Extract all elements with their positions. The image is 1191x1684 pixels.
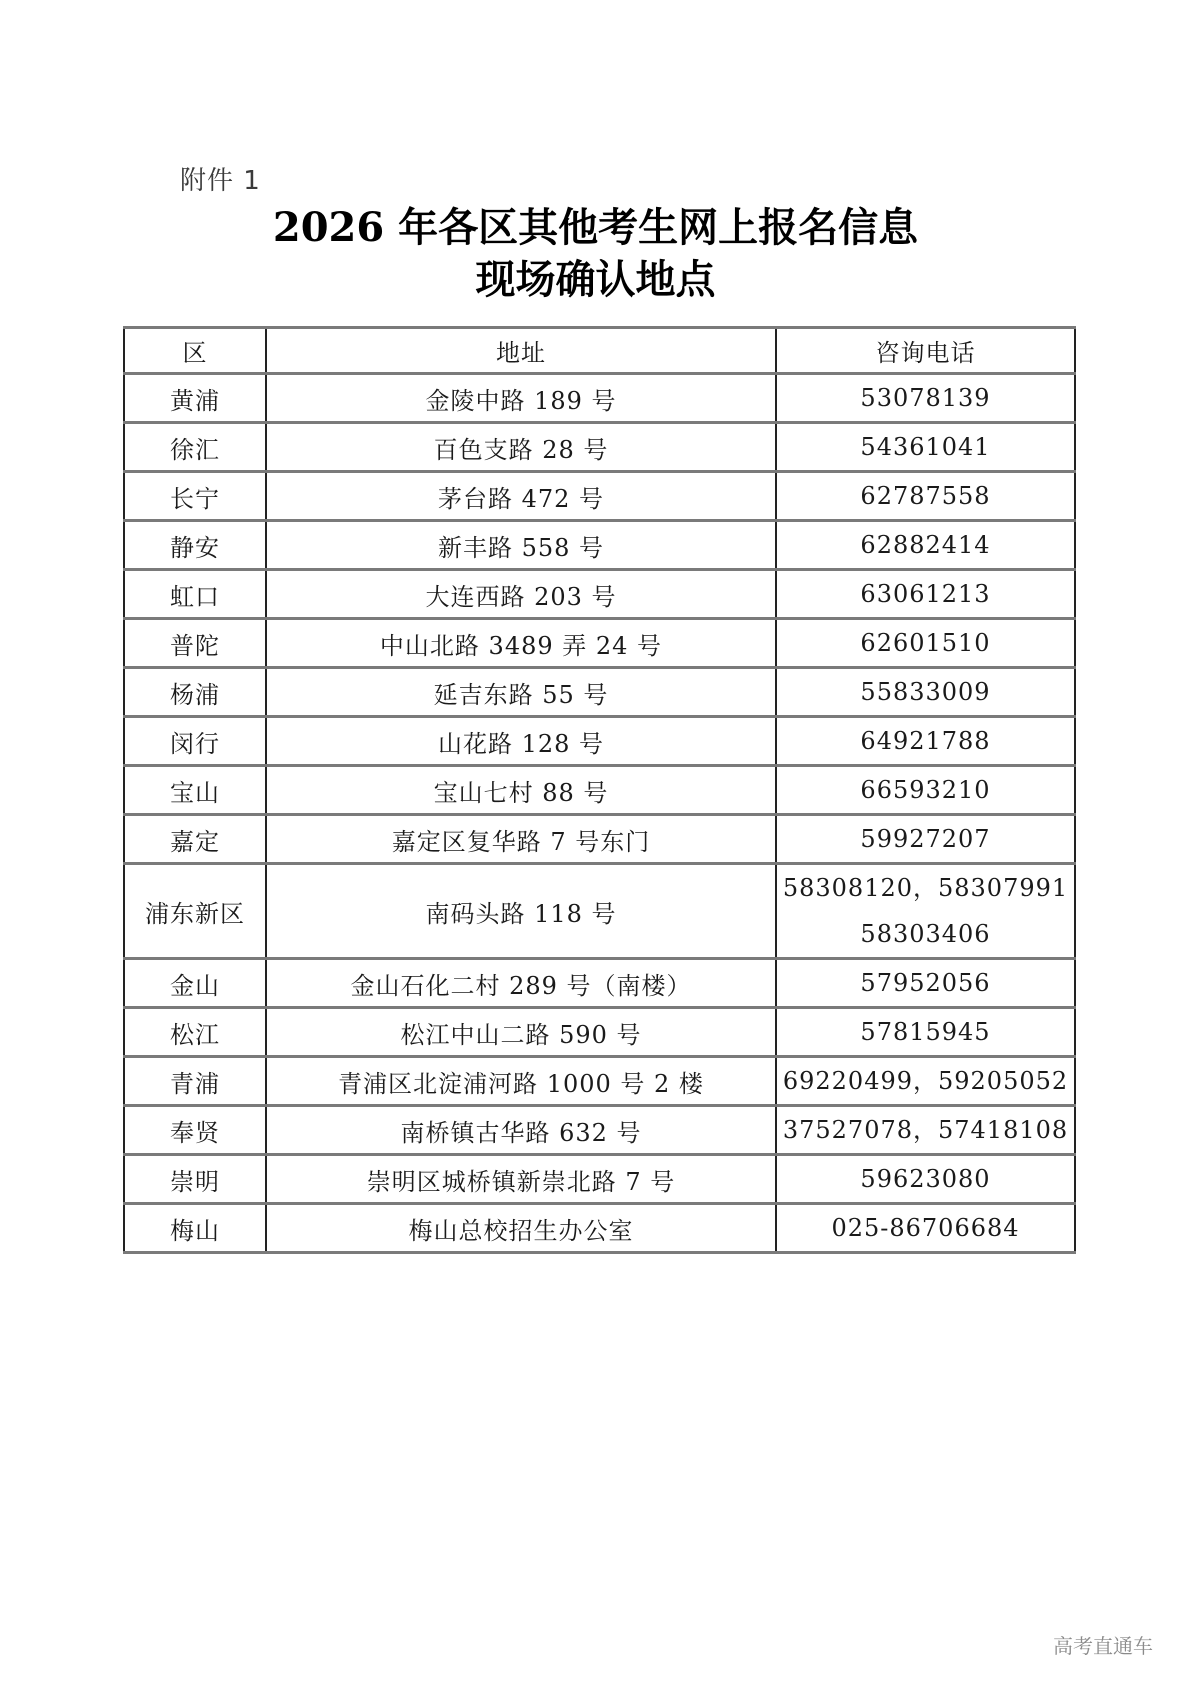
district-cell: 松江 — [124, 1008, 266, 1057]
phone-cell — [776, 1008, 1075, 1057]
phone-number: 66593210 — [860, 776, 991, 804]
phone-number: 58303406 — [860, 920, 991, 948]
district-cell: 浦东新区 — [124, 864, 266, 959]
header-address: 地址 — [266, 328, 776, 374]
phone-cell — [776, 472, 1075, 521]
table-row — [124, 1008, 1075, 1057]
phone-number: 62601510 — [860, 629, 991, 657]
district-cell: 嘉定 — [124, 815, 266, 864]
table-row — [124, 864, 1075, 959]
district-cell: 虹口 — [124, 570, 266, 619]
phone-cell — [776, 959, 1075, 1008]
phone-cell — [776, 1106, 1075, 1155]
table-row — [124, 423, 1075, 472]
phone-cell — [776, 668, 1075, 717]
phone-cell — [776, 766, 1075, 815]
address-cell: 金山石化二村 289 号（南楼） — [266, 959, 776, 1008]
table-row — [124, 959, 1075, 1008]
table-row — [124, 766, 1075, 815]
phone-number: 59927207 — [860, 825, 991, 853]
phone-number: 58308120，58307991 — [782, 874, 1069, 902]
phone-number: 69220499，59205052 — [782, 1067, 1069, 1095]
address-cell: 新丰路 558 号 — [266, 521, 776, 570]
address-cell: 南码头路 118 号 — [266, 864, 776, 959]
table-row — [124, 1155, 1075, 1204]
address-cell: 崇明区城桥镇新崇北路 7 号 — [266, 1155, 776, 1204]
district-cell: 普陀 — [124, 619, 266, 668]
district-cell: 金山 — [124, 959, 266, 1008]
address-cell: 大连西路 203 号 — [266, 570, 776, 619]
phone-number: 55833009 — [860, 678, 991, 706]
table-row — [124, 619, 1075, 668]
phone-cell — [776, 521, 1075, 570]
address-cell: 山花路 128 号 — [266, 717, 776, 766]
district-cell: 梅山 — [124, 1204, 266, 1253]
address-cell: 青浦区北淀浦河路 1000 号 2 楼 — [266, 1057, 776, 1106]
table-row — [124, 374, 1075, 423]
table-row — [124, 668, 1075, 717]
attachment-label: 附件 1 — [180, 166, 261, 196]
address-cell: 梅山总校招生办公室 — [266, 1204, 776, 1253]
table-row — [124, 815, 1075, 864]
watermark: 高考直通车 — [1053, 1634, 1153, 1658]
district-cell: 杨浦 — [124, 668, 266, 717]
address-cell: 松江中山二路 590 号 — [266, 1008, 776, 1057]
phone-cell — [776, 815, 1075, 864]
phone-number: 62787558 — [860, 482, 991, 510]
address-cell: 中山北路 3489 弄 24 号 — [266, 619, 776, 668]
district-cell: 宝山 — [124, 766, 266, 815]
phone-number: 025-86706684 — [831, 1214, 1020, 1242]
phone-number: 54361041 — [860, 433, 991, 461]
district-cell: 奉贤 — [124, 1106, 266, 1155]
phone-cell — [776, 423, 1075, 472]
address-cell: 茅台路 472 号 — [266, 472, 776, 521]
document-title-line-1: 2026 年各区其他考生网上报名信息 — [272, 204, 919, 251]
address-cell: 宝山七村 88 号 — [266, 766, 776, 815]
phone-cell — [776, 717, 1075, 766]
district-cell: 长宁 — [124, 472, 266, 521]
district-cell: 徐汇 — [124, 423, 266, 472]
table-header-row — [124, 328, 1075, 374]
header-phone: 咨询电话 — [776, 328, 1075, 374]
district-cell: 静安 — [124, 521, 266, 570]
district-cell: 青浦 — [124, 1057, 266, 1106]
district-cell: 崇明 — [124, 1155, 266, 1204]
phone-number: 57952056 — [860, 969, 991, 997]
phone-cell — [776, 1155, 1075, 1204]
phone-number: 57815945 — [860, 1018, 991, 1046]
phone-cell — [776, 374, 1075, 423]
address-cell: 嘉定区复华路 7 号东门 — [266, 815, 776, 864]
address-cell: 南桥镇古华路 632 号 — [266, 1106, 776, 1155]
phone-cell — [776, 1057, 1075, 1106]
address-cell: 百色支路 28 号 — [266, 423, 776, 472]
district-cell: 黄浦 — [124, 374, 266, 423]
header-district: 区 — [124, 328, 266, 374]
address-cell: 金陵中路 189 号 — [266, 374, 776, 423]
table-row — [124, 1204, 1075, 1253]
phone-number: 64921788 — [860, 727, 991, 755]
phone-cell — [776, 1204, 1075, 1253]
phone-cell — [776, 864, 1075, 959]
table-row — [124, 1106, 1075, 1155]
document-title-line-2: 现场确认地点 — [475, 256, 716, 303]
phone-number: 37527078，57418108 — [782, 1116, 1069, 1144]
table-row — [124, 570, 1075, 619]
phone-number: 59623080 — [860, 1165, 991, 1193]
table-row — [124, 472, 1075, 521]
phone-number: 63061213 — [860, 580, 991, 608]
confirmation-sites-table — [123, 326, 1076, 1254]
table-row — [124, 1057, 1075, 1106]
address-cell: 延吉东路 55 号 — [266, 668, 776, 717]
table-row — [124, 717, 1075, 766]
phone-cell — [776, 619, 1075, 668]
phone-number: 62882414 — [860, 531, 991, 559]
phone-cell — [776, 570, 1075, 619]
phone-number: 53078139 — [860, 384, 991, 412]
district-cell: 闵行 — [124, 717, 266, 766]
table-row — [124, 521, 1075, 570]
